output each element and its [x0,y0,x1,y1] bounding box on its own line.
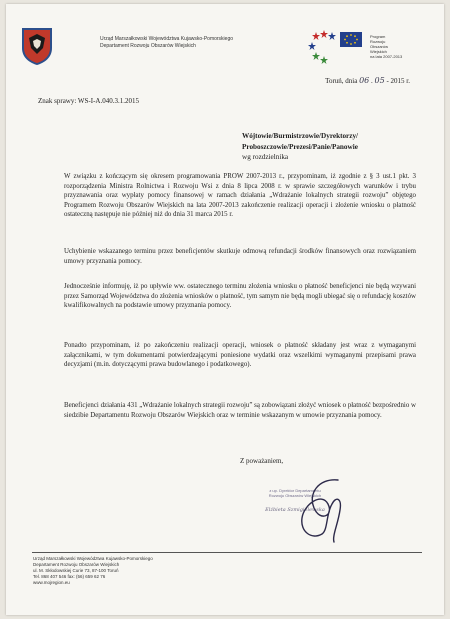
addressee-line-2: Proboszczowie/Prezesi/Panie/Panowie [242,142,358,151]
department-name: Departament Rozwoju Obszarów Wiejskich [100,42,196,49]
paragraph-2: Uchybienie wskazanego terminu przez beneficjentów skutkuje odmową refundacji środków finansowych oraz rozwiązaniem umowy przyznania pomocy. [64,248,416,265]
paragraph-1: W związku z kończącym się okresem programowania PROW 2007-2013 r., przypominam, iż zgodnie z § 3 ust.1 pkt. 3 rozporządzenia Ministra Rolnictwa i Rozwoju Wsi z dnia 8 lipca 2008 r. w sprawie szczegółowych warunków i trybu przyznawania oraz wypłaty pomocy finansowej w ramach działania „Wdrażanie lokalnych strategii rozwoju” objętego Programem Rozwoju Obszarów Wiejskich na lata 2007-2013 zakończenie realizacji operacji i złożenie wniosku o płatność ostateczną następuje nie później niż do dnia 31 marca 2015 r. [64,173,416,219]
date-day: 06 [359,76,370,85]
date-line: Toruń, dnia 06 . 05 - 2015 r. [325,76,410,85]
official-stamp: z up. Dyrektor Departamentu Rozwoju Obszarów Wiejskich Elżbieta Szmigielewska [250,488,340,513]
paragraph-5: Beneficjenci działania 431 „Wdrażanie lokalnych strategii rozwoju” są zobowiązani złożyć wniosek o płatność bezpośrednio w siedzibie Departamentu Rozwoju Obszarów Wiejskich oraz w terminie wskazanym w umowie przyznania pomocy. [64,402,416,419]
prow-eu-logo [306,26,366,66]
closing-salutation: Z poważaniem, [240,457,284,465]
coat-of-arms-logo [20,26,54,66]
footer-contact: Urząd Marszałkowski Województwa Kujawsko-Pomorskiego Departament Rozwoju Obszarów Wiejskich ul. M. Skłodowskiej Curie 73, 87-100 Toruń Tel. 868 407 546 fax: (56) 659 62 76 www.mojregion.eu [33,556,153,585]
signatory-name: Elżbieta Szmigielewska [265,507,325,513]
org-header [100,36,233,49]
paragraph-3: Jednocześnie informuję, iż po upływie ww. ostatecznego terminu złożenia wniosku o płatność beneficjenci nie będą wzywani przez Samorząd Województwa do złożenia wniosków o płatność, tym samym nie będą mogli ubiegać się o refundację kosztów kwalifikowalnych na podstawie umowy przyznania pomocy. [64,283,416,310]
footer-divider [32,552,422,553]
footer-website: www.mojregion.eu [33,580,70,585]
org-name: Urząd Marszałkowski Województwa Kujawsko-Pomorskiego [100,36,234,42]
date-month: 05 [374,76,385,85]
case-reference: Znak sprawy: WS-I-A.040.3.1.2015 [38,97,139,105]
letter-page [6,4,444,615]
handwritten-signature [268,474,358,544]
distribution-list-note: wg rozdzielnika [242,153,289,161]
addressee-line-1: Wójtowie/Burmistrzowie/Dyrektorzy/ [242,132,359,140]
prow-program-label: Program Rozwoju Obszarów Wiejskich na lata 2007-2013 [370,34,403,59]
paragraph-4: Ponadto przypominam, iż po zakończeniu realizacji operacji, wniosek o płatność składany jest wraz z wymaganymi załącznikami, w tym dokumentami potwierdzającymi poniesione wydatki oraz wszelkimi wymaganymi przepisami prawa decyzjami (m.in. dotyczącymi prawa budowlanego i podatkowego). [64,342,416,369]
addressees-block [242,131,417,163]
